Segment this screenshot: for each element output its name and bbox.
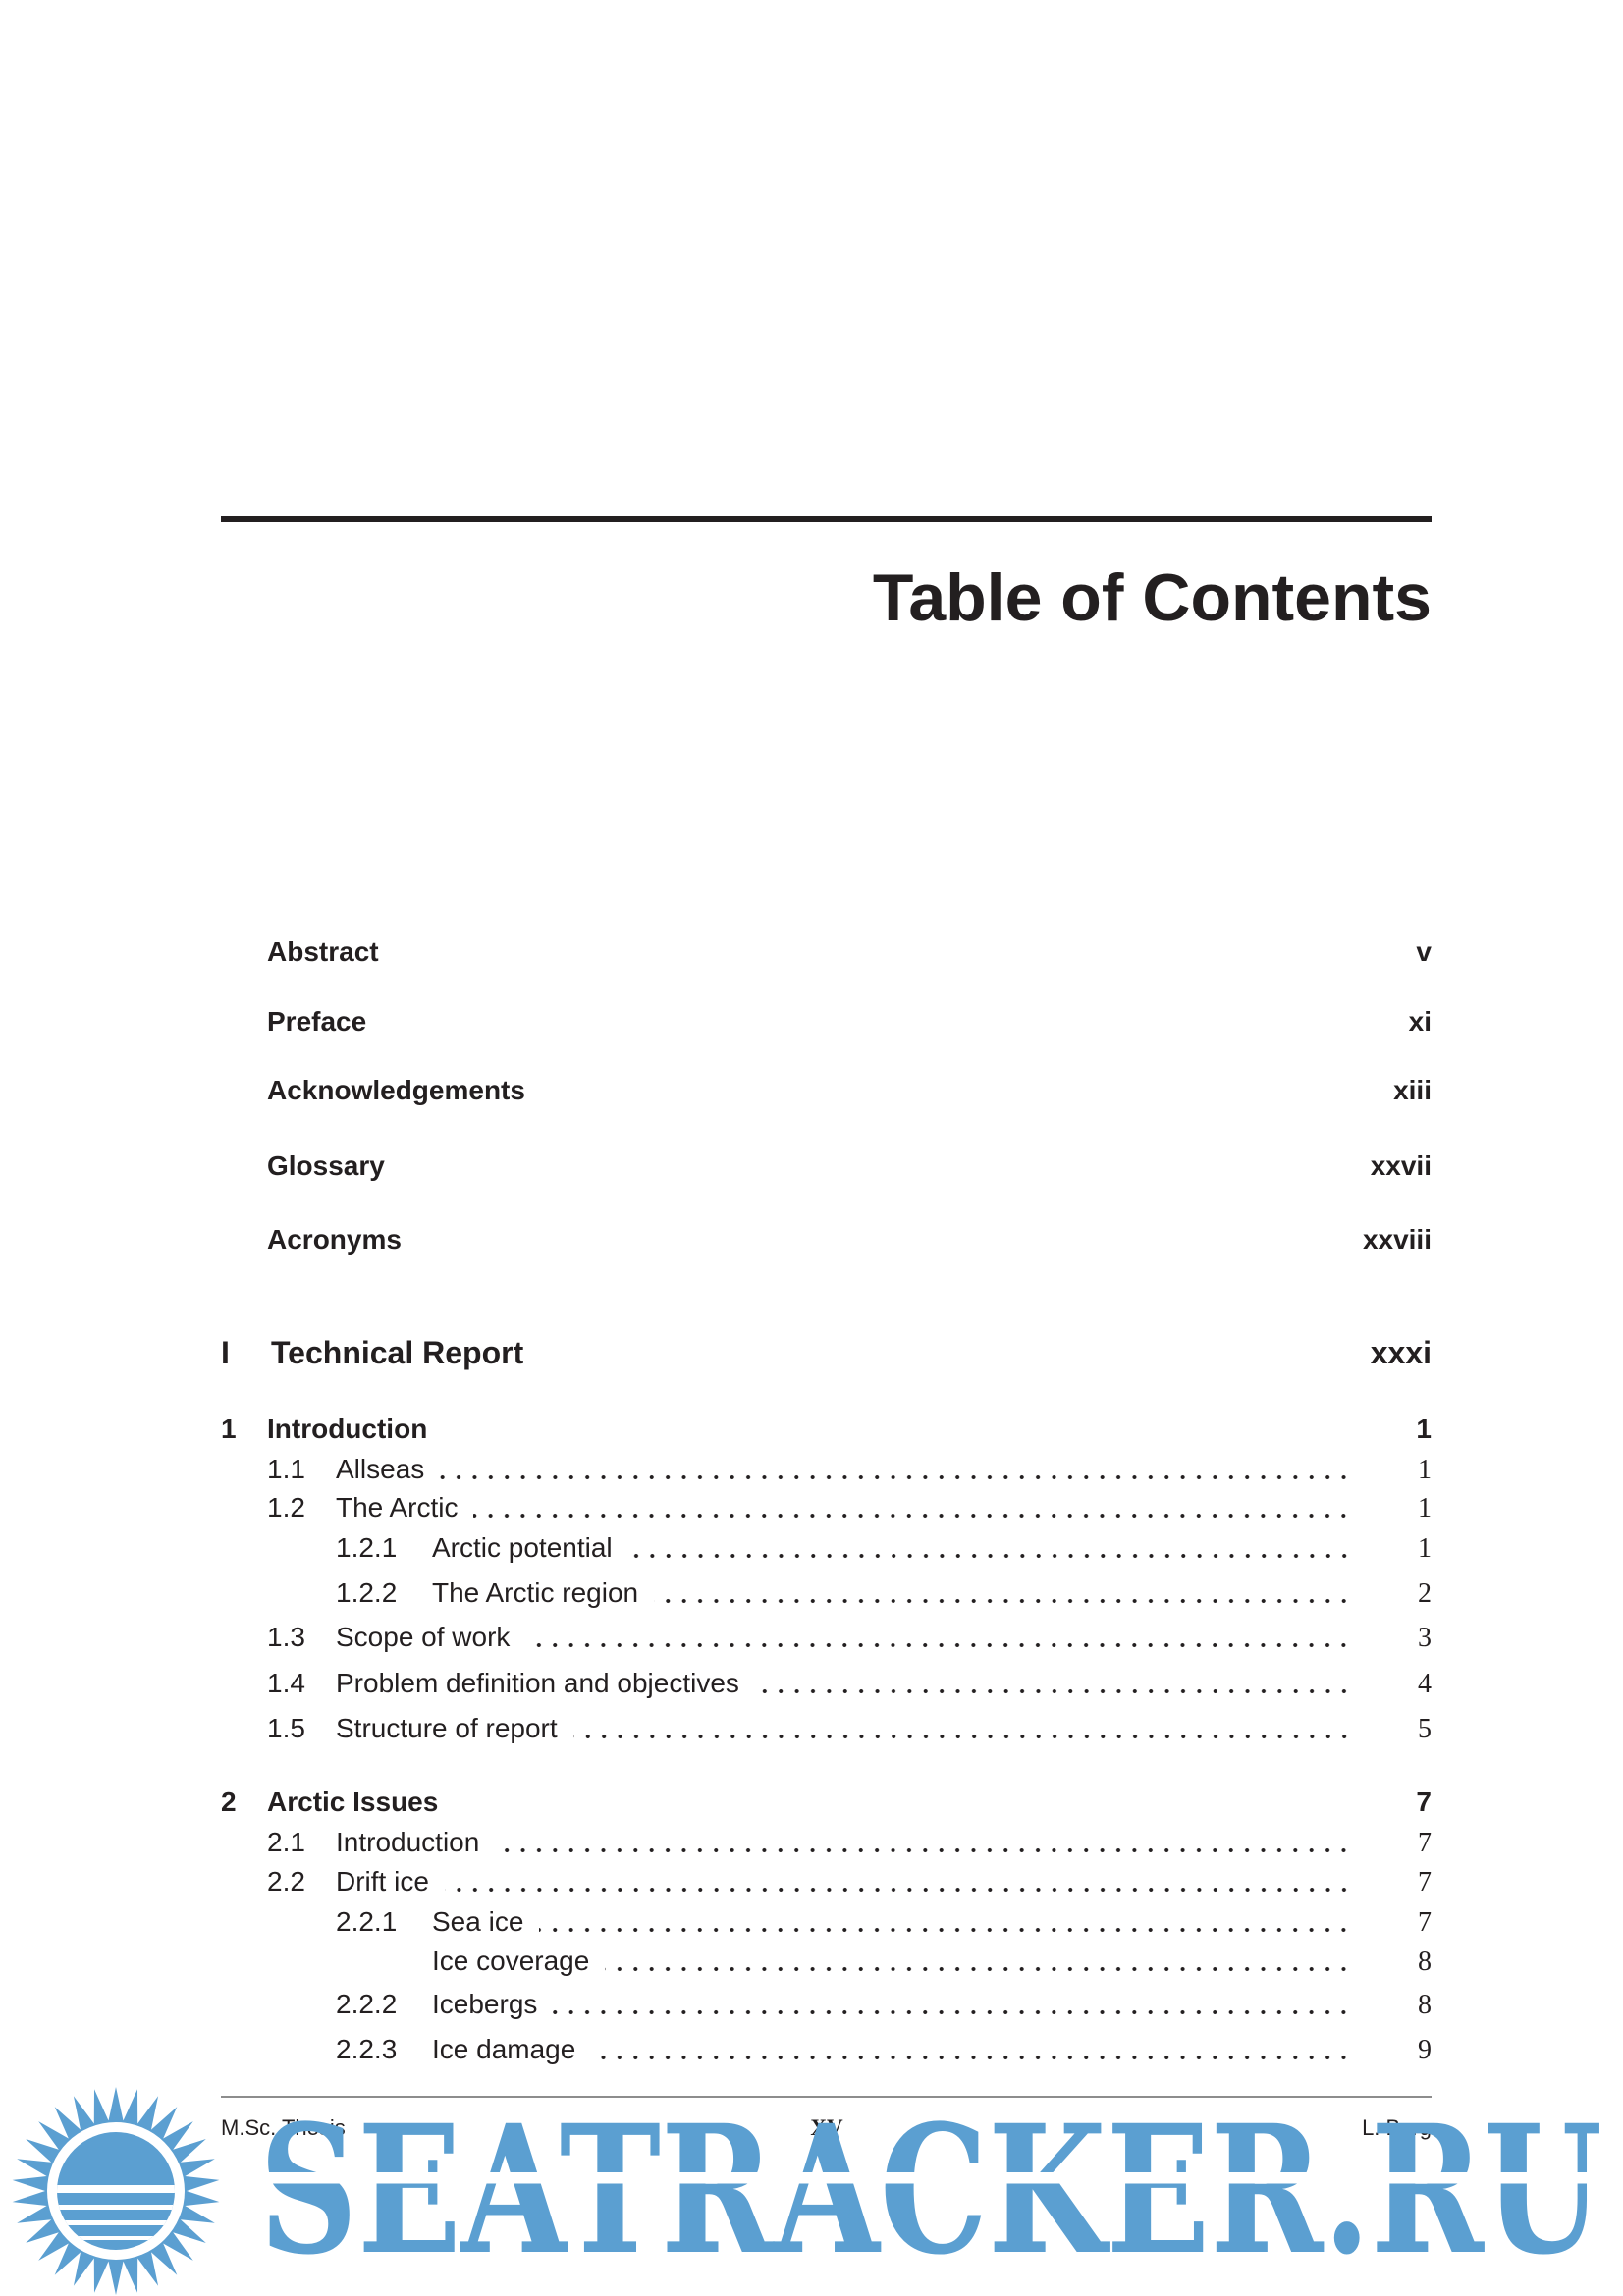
chapter-number: 2 bbox=[221, 1787, 237, 1817]
section-title: Scope of work bbox=[336, 1622, 511, 1652]
toc-subsection-2-2-2[interactable] bbox=[221, 1986, 1432, 2023]
entry-page: xiii bbox=[1393, 1075, 1432, 1105]
dot-leader bbox=[445, 1863, 1352, 1900]
toc-section-2-2[interactable] bbox=[221, 1863, 1432, 1900]
toc-entry-acknowledgements[interactable] bbox=[221, 1072, 1432, 1109]
toc-subsection-2-2-1[interactable] bbox=[221, 1903, 1432, 1941]
toc-subsection-1-2-1[interactable] bbox=[221, 1529, 1432, 1567]
subsection-title: Arctic potential bbox=[432, 1532, 613, 1563]
toc-subsection-2-2-3[interactable] bbox=[221, 2031, 1432, 2068]
toc-section-1-1[interactable] bbox=[221, 1451, 1432, 1488]
subsection-page: 1 bbox=[1418, 1533, 1432, 1564]
chapter-title: Introduction bbox=[267, 1414, 428, 1444]
section-page: 7 bbox=[1418, 1867, 1432, 1897]
section-title: Introduction bbox=[336, 1827, 480, 1857]
dot-leader bbox=[495, 1824, 1352, 1861]
entry-page: xxvii bbox=[1370, 1150, 1432, 1181]
dot-leader bbox=[553, 1986, 1352, 2023]
toc-paragraph-ice-coverage[interactable] bbox=[221, 1943, 1432, 1980]
section-number: 1.2 bbox=[267, 1492, 305, 1522]
toc-chapter-2[interactable] bbox=[221, 1784, 1432, 1821]
section-page: 4 bbox=[1418, 1669, 1432, 1699]
subsection-number: 1.2.1 bbox=[336, 1532, 398, 1563]
section-title: The Arctic bbox=[336, 1492, 459, 1522]
paragraph-page: 8 bbox=[1418, 1947, 1432, 1977]
subsection-page: 9 bbox=[1418, 2035, 1432, 2065]
dot-leader bbox=[591, 2031, 1352, 2068]
chapter-page: 7 bbox=[1416, 1787, 1432, 1817]
subsection-page: 8 bbox=[1418, 1990, 1432, 2020]
paragraph-title: Ice coverage bbox=[432, 1946, 590, 1976]
entry-title: Glossary bbox=[267, 1150, 385, 1181]
toc-entry-acronyms[interactable] bbox=[221, 1221, 1432, 1258]
entry-page: xxviii bbox=[1362, 1224, 1432, 1255]
subsection-number: 2.2.1 bbox=[336, 1906, 398, 1937]
section-number: 2.2 bbox=[267, 1866, 305, 1896]
sun-ring bbox=[47, 2122, 185, 2260]
part-number: I bbox=[221, 1335, 230, 1370]
subsection-page: 7 bbox=[1418, 1907, 1432, 1938]
subsection-page: 2 bbox=[1418, 1578, 1432, 1609]
footer-page-number: XV bbox=[810, 2115, 843, 2140]
subsection-title: Icebergs bbox=[432, 1989, 538, 2019]
footer-degree: M.Sc. Thesis bbox=[221, 2115, 346, 2140]
dot-leader bbox=[605, 1943, 1352, 1980]
subsection-number: 1.2.2 bbox=[336, 1577, 398, 1608]
toc-entry-abstract[interactable] bbox=[221, 934, 1432, 971]
toc-section-1-4[interactable] bbox=[221, 1665, 1432, 1702]
section-number: 1.3 bbox=[267, 1622, 305, 1652]
subsection-number: 2.2.3 bbox=[336, 2034, 398, 2064]
section-number: 1.4 bbox=[267, 1668, 305, 1698]
toc-chapter-1[interactable] bbox=[221, 1411, 1432, 1448]
entry-page: xi bbox=[1408, 1006, 1432, 1037]
section-page: 1 bbox=[1418, 1455, 1432, 1485]
sun-disk bbox=[49, 2124, 187, 2262]
toc-subsection-1-2-2[interactable] bbox=[221, 1575, 1432, 1612]
part-title: Technical Report bbox=[271, 1335, 524, 1370]
section-title: Problem definition and objectives bbox=[336, 1668, 739, 1698]
page-title: Table of Contents bbox=[872, 561, 1432, 635]
subsection-title: Ice damage bbox=[432, 2034, 576, 2064]
toc-section-1-2[interactable] bbox=[221, 1489, 1432, 1526]
toc-entry-preface[interactable] bbox=[221, 1003, 1432, 1041]
subsection-title: Sea ice bbox=[432, 1906, 524, 1937]
section-page: 1 bbox=[1418, 1493, 1432, 1523]
entry-title: Acknowledgements bbox=[267, 1075, 525, 1105]
dot-leader bbox=[573, 1710, 1352, 1747]
toc-section-1-5[interactable] bbox=[221, 1710, 1432, 1747]
section-page: 5 bbox=[1418, 1714, 1432, 1744]
toc-section-2-1[interactable] bbox=[221, 1824, 1432, 1861]
chapter-title: Arctic Issues bbox=[267, 1787, 439, 1817]
dot-leader bbox=[628, 1529, 1352, 1567]
toc-entry-glossary[interactable] bbox=[221, 1148, 1432, 1185]
sun-logo-icon bbox=[13, 2087, 220, 2295]
footer-rule bbox=[221, 2096, 1432, 2098]
section-number: 1.1 bbox=[267, 1454, 305, 1484]
dot-leader bbox=[755, 1665, 1352, 1702]
section-page: 3 bbox=[1418, 1623, 1432, 1653]
section-title: Allseas bbox=[336, 1454, 425, 1484]
dot-leader bbox=[539, 1903, 1352, 1941]
entry-title: Preface bbox=[267, 1006, 367, 1037]
sun-rays bbox=[13, 2087, 220, 2295]
section-page: 7 bbox=[1418, 1828, 1432, 1858]
entry-page: v bbox=[1416, 936, 1432, 967]
entry-title: Acronyms bbox=[267, 1224, 402, 1255]
entry-title: Abstract bbox=[267, 936, 379, 967]
chapter-page: 1 bbox=[1416, 1414, 1432, 1444]
toc-section-1-3[interactable] bbox=[221, 1619, 1432, 1656]
section-number: 1.5 bbox=[267, 1713, 305, 1743]
footer-author: L. Burg bbox=[1362, 2115, 1432, 2140]
chapter-number: 1 bbox=[221, 1414, 237, 1444]
watermark-text: SEATRACKER.RU bbox=[259, 2087, 1602, 2294]
part-page: xxxi bbox=[1370, 1335, 1432, 1370]
section-number: 2.1 bbox=[267, 1827, 305, 1857]
dot-leader bbox=[525, 1619, 1352, 1656]
dot-leader bbox=[473, 1489, 1352, 1526]
subsection-number: 2.2.2 bbox=[336, 1989, 398, 2019]
dot-leader bbox=[440, 1451, 1352, 1488]
title-rule bbox=[221, 516, 1432, 522]
dot-leader bbox=[654, 1575, 1352, 1612]
section-title: Structure of report bbox=[336, 1713, 558, 1743]
section-title: Drift ice bbox=[336, 1866, 429, 1896]
subsection-title: The Arctic region bbox=[432, 1577, 639, 1608]
toc-part-technical-report[interactable] bbox=[221, 1331, 1432, 1374]
